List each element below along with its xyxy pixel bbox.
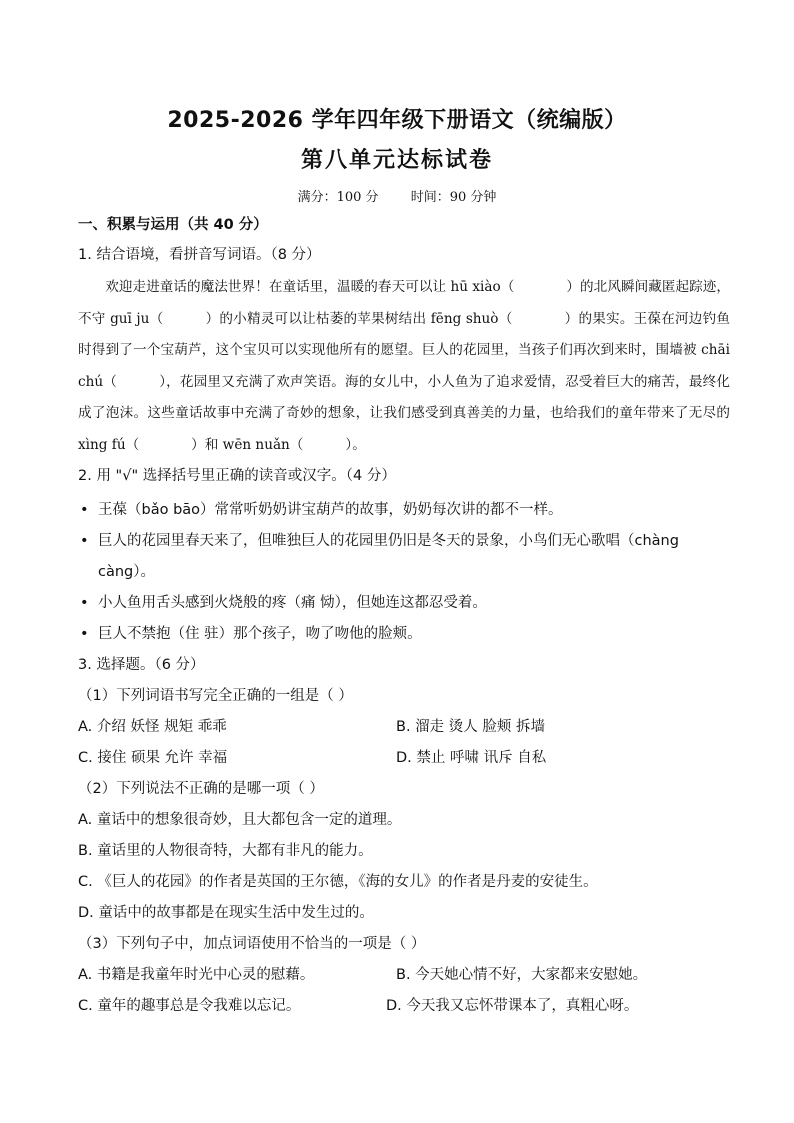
option-b[interactable]: B. 童话里的人物很奇特，大都有非凡的能力。 — [78, 843, 373, 859]
question-1-prompt: 1. 结合语境，看拼音写词语。（8 分） — [78, 247, 321, 263]
section-heading-1: 一、积累与运用（共 40 分） — [78, 217, 268, 233]
passage-part-4: ）的果实。王葆在河边钓鱼时得到了一个宝葫芦，这个宝贝可以实现他所有的愿望。巨人的花园里，当孩子们再次到来时，围墙被 chāi chú（ — [78, 310, 730, 390]
exam-subtitle: 第八单元达标试卷 — [300, 148, 493, 173]
item-text[interactable]: 巨人的花园里春天来了，但唯独巨人的花园里仍旧是冬天的景象，小鸟们无心歌唱（chàng càng）。 — [98, 533, 679, 580]
passage-part-6: ）和 wēn nuǎn（ — [191, 436, 304, 453]
option-d[interactable]: D. 禁止 呼啸 讯斥 自私 — [396, 750, 547, 766]
question-3-1-stem: （1）下列词语书写完全正确的一组是（ ） — [78, 688, 353, 704]
option-d[interactable]: D. 童话中的故事都是在现实生活中发生过的。 — [78, 905, 374, 921]
option-d[interactable]: D. 今天我又忘怀带课本了，真粗心呀。 — [386, 998, 639, 1014]
passage-part-7: ）。 — [345, 436, 366, 453]
option-a[interactable]: A. 介绍 妖怪 规矩 乖乖 — [78, 719, 227, 735]
bullet-icon: • — [80, 595, 89, 611]
item-text[interactable]: 王葆（bǎo bāo）常常听奶奶讲宝葫芦的故事，奶奶每次讲的都不一样。 — [98, 502, 563, 518]
exam-meta — [0, 186, 794, 205]
exam-time: 时间：90 分钟 — [410, 190, 497, 205]
question-3-2-stem: （2）下列说法不正确的是哪一项（ ） — [78, 781, 324, 797]
question-3-prompt: 3. 选择题。（6 分） — [78, 657, 205, 673]
option-b[interactable]: B. 今天她心情不好，大家都来安慰她。 — [396, 967, 648, 983]
question-3-1-options-ab — [78, 712, 730, 743]
question-1-passage — [78, 272, 730, 461]
passage-part-2: ）的北风瞬间藏匿起踪迹，不守 guī ju（ — [78, 279, 731, 327]
list-item — [78, 526, 730, 588]
list-item — [78, 588, 730, 619]
passage-part-3: ）的小精灵可以让枯萎的苹果树结出 fēng shuò（ — [205, 310, 513, 327]
list-item — [78, 619, 730, 650]
full-score: 满分：100 分 — [297, 190, 379, 205]
option-b[interactable]: B. 溜走 烫人 脸颊 拆墙 — [396, 719, 545, 735]
bullet-icon: • — [80, 502, 89, 518]
item-text[interactable]: 巨人不禁抱（住 驻）那个孩子，吻了吻他的脸颊。 — [98, 626, 422, 642]
item-text[interactable]: 小人鱼用舌头感到火烧般的疼（痛 恸），但她连这都忍受着。 — [98, 595, 487, 611]
question-3-3-options-ab — [78, 960, 730, 991]
list-item — [78, 495, 730, 526]
option-a[interactable]: A. 书籍是我童年时光中心灵的慰藉。 — [78, 967, 315, 983]
option-c[interactable]: C. 《巨人的花园》的作者是英国的王尔德，《海的女儿》的作者是丹麦的安徒生。 — [78, 874, 598, 890]
question-2-list — [78, 495, 730, 650]
passage-part-5: ），花园里又充满了欢声笑语。海的女儿中，小人鱼为了追求爱情，忍受着巨大的痛苦，最终化成了泡沫。这些童话故事中充满了奇妙的想象，让我们感受到真善美的力量，也给我们的童年带来了无尽的 xìng fú（ — [78, 373, 730, 453]
exam-content — [78, 214, 730, 1022]
bullet-icon: • — [80, 626, 89, 642]
exam-title: 2025-2026 学年四年级下册语文（统编版） — [167, 108, 627, 133]
bullet-icon: • — [80, 533, 89, 549]
option-c[interactable]: C. 接住 硕果 允许 幸福 — [78, 750, 228, 766]
option-c[interactable]: C. 童年的趣事总是令我难以忘记。 — [78, 998, 301, 1014]
question-3-1-options-cd — [78, 743, 730, 774]
option-a[interactable]: A. 童话中的想象很奇妙，且大都包含一定的道理。 — [78, 812, 402, 828]
question-3-3-options-cd — [78, 991, 730, 1022]
passage-part-1: 欢迎走进童话的魔法世界！在童话里，温暖的春天可以让 hū xiào（ — [105, 279, 515, 295]
question-3-3-stem: （3）下列句子中，加点词语使用不恰当的一项是（ ） — [78, 936, 426, 952]
question-2-prompt: 2. 用 "√" 选择括号里正确的读音或汉字。（4 分） — [78, 468, 396, 484]
